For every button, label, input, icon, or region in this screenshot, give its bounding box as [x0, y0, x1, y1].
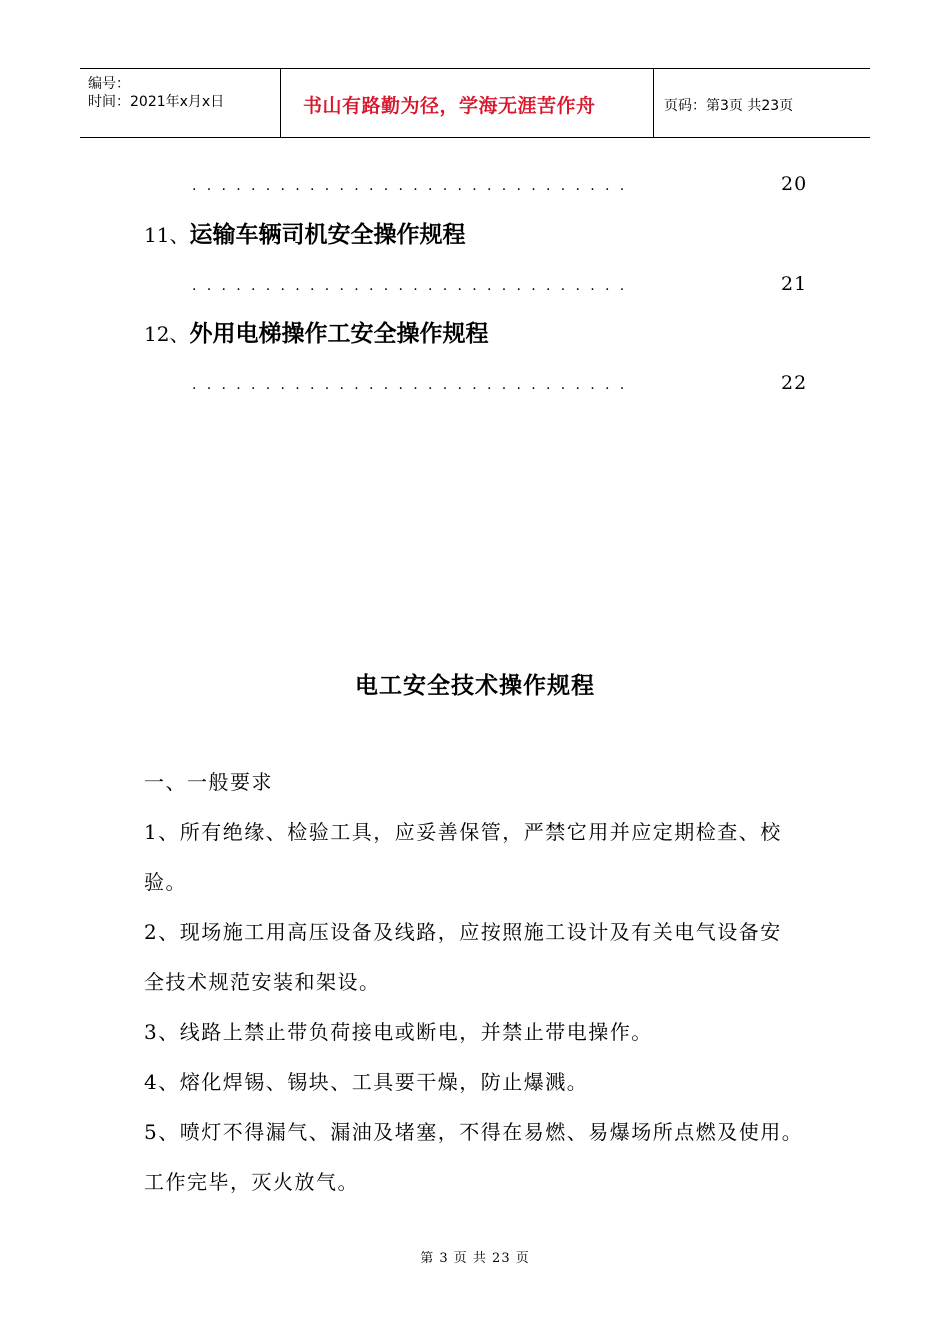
- toc-leader-dots: ..............................: [192, 278, 635, 294]
- paragraph-line: 1、所有绝缘、检验工具，应妥善保管，严禁它用并应定期检查、校: [144, 820, 782, 844]
- paragraph-line: 全技术规范安装和架设。: [144, 970, 381, 994]
- header-page-cell: [654, 69, 870, 137]
- toc-leader-dots: ..............................: [192, 178, 635, 194]
- paragraph-line: 3、线路上禁止带负荷接电或断电，并禁止带电操作。: [144, 1020, 653, 1044]
- toc-entry-index: 12、: [144, 322, 190, 346]
- toc-entry-12[interactable]: [144, 320, 488, 348]
- paragraph-line: 5、喷灯不得漏气、漏油及堵塞，不得在易燃、易爆场所点燃及使用。: [144, 1120, 804, 1144]
- paragraph-line: 工作完毕，灭火放气。: [144, 1170, 359, 1194]
- toc-leader-dots: ..............................: [192, 377, 635, 393]
- header-page-info: 页码：第3页 共23页: [664, 98, 794, 114]
- paragraph-line: 4、熔化焊锡、锡块、工具要干燥，防止爆溅。: [144, 1070, 589, 1094]
- section-title: 电工安全技术操作规程: [355, 673, 595, 699]
- paragraph-line: 验。: [144, 870, 187, 894]
- toc-page-number: 22: [781, 372, 808, 394]
- paragraph-line: 2、现场施工用高压设备及线路，应按照施工设计及有关电气设备安: [144, 920, 782, 944]
- header-time: 时间：2021年x月x日: [88, 94, 225, 110]
- toc-page-number: 20: [781, 173, 808, 195]
- toc-entry-title: 外用电梯操作工安全操作规程: [189, 321, 489, 347]
- header-meta: [80, 69, 281, 137]
- header-motto: 书山有路勤为径，学海无涯苦作舟: [303, 95, 596, 117]
- toc-entry-11[interactable]: [144, 221, 465, 249]
- section-heading: 一、一般要求: [144, 770, 273, 794]
- toc-page-number: 21: [781, 273, 808, 295]
- header-number: 编号：: [88, 76, 130, 92]
- page-header: [80, 68, 870, 138]
- page-footer: 第 3 页 共 23 页: [420, 1251, 530, 1266]
- header-motto-cell: [281, 69, 654, 137]
- toc-entry-index: 11、: [144, 223, 190, 247]
- toc-entry-title: 运输车辆司机安全操作规程: [189, 222, 466, 248]
